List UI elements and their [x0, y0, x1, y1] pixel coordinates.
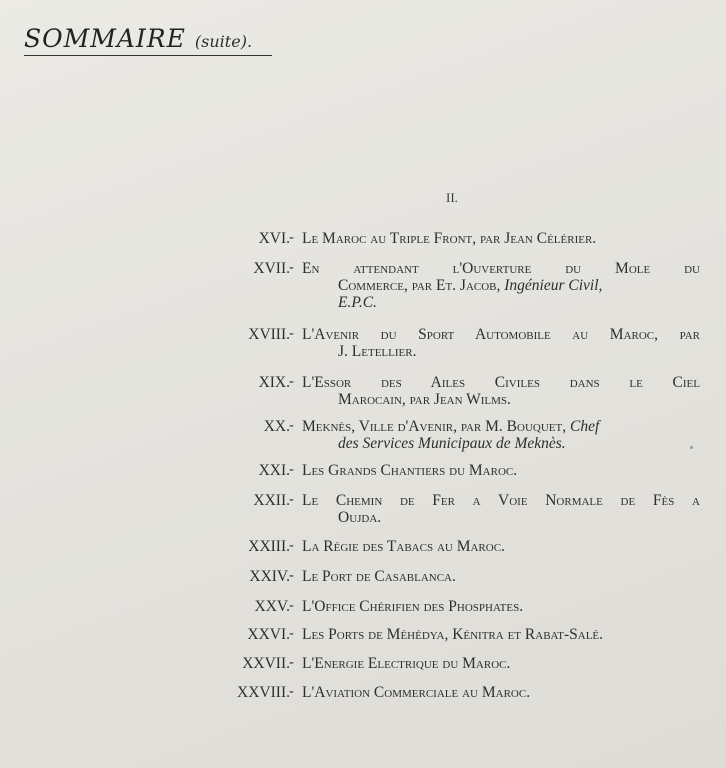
entry-line: Oujda.	[338, 509, 382, 526]
entry-line-text: Commerce, par Et. Jacob,	[338, 277, 505, 294]
entry-title	[302, 462, 700, 479]
paper-speck	[690, 446, 693, 449]
entry-number: XVI.	[258, 230, 290, 247]
page-title-suffix: (suite).	[194, 32, 253, 51]
entry-number: XXIV.	[249, 568, 290, 585]
entry-line: E.P.C.	[338, 294, 377, 311]
entry-dash: -	[289, 598, 294, 614]
entry-number: XVIII.	[248, 326, 290, 343]
page-title: SOMMAIRE	[24, 24, 186, 53]
entry-line: L'Essor des Ailes Civiles dans le Ciel	[302, 374, 700, 391]
entry-number: XXVII.	[242, 655, 290, 672]
entry-number: XXVI.	[247, 626, 290, 643]
entry-line-italic: Ingénieur Civil,	[504, 277, 603, 294]
entry-title	[302, 326, 700, 360]
entry-line-italic: Chef	[569, 418, 600, 435]
entry-line: L'Office Chérifien des Phosphates.	[302, 598, 524, 615]
entry-dash: -	[289, 568, 294, 584]
entry-dash: -	[289, 492, 294, 508]
entry-number: XIX.	[258, 374, 290, 391]
entry-number: XXVIII.	[237, 684, 290, 701]
entry-dash: -	[289, 538, 294, 554]
entry-number: XXII.	[253, 492, 290, 509]
entry-title	[302, 260, 700, 311]
entry-title	[302, 568, 700, 585]
entry-line: des Services Municipaux de Meknès.	[338, 435, 566, 452]
entry-line: En attendant l'Ouverture du Mole du	[302, 260, 700, 277]
entry-title	[302, 418, 700, 452]
entry-line: Les Grands Chantiers du Maroc.	[302, 462, 518, 479]
entry-title	[302, 492, 700, 526]
entry-line: Marocain, par Jean Wilms.	[338, 391, 511, 408]
entry-number: XXV.	[254, 598, 290, 615]
entry-dash: -	[289, 374, 294, 390]
entry-line: J. Letellier.	[338, 343, 417, 360]
section-number: II.	[446, 190, 458, 205]
entry-title	[302, 655, 700, 672]
entry-line: L'Energie Electrique du Maroc.	[302, 655, 511, 672]
entry-title	[302, 374, 700, 408]
entry-line	[302, 277, 700, 294]
entry-line: La Régie des Tabacs au Maroc.	[302, 538, 505, 555]
entry-line	[302, 418, 700, 435]
entry-dash: -	[289, 462, 294, 478]
entry-number: XX.	[263, 418, 290, 435]
entry-number: XXIII.	[248, 538, 290, 555]
entry-line: L'Avenir du Sport Automobile au Maroc, par	[302, 326, 700, 343]
entry-dash: -	[289, 684, 294, 700]
entry-line: Le Port de Casablanca.	[302, 568, 456, 585]
entry-title	[302, 598, 700, 615]
entry-title	[302, 626, 700, 643]
entry-line: Le Maroc au Triple Front, par Jean Célérier.	[302, 230, 597, 247]
entry-dash: -	[289, 626, 294, 642]
entry-number: XVII.	[253, 260, 290, 277]
entry-dash: -	[289, 230, 294, 246]
entry-dash: -	[289, 418, 294, 434]
entry-number: XXI.	[258, 462, 290, 479]
entry-title	[302, 684, 700, 701]
entry-title	[302, 230, 700, 247]
entry-title	[302, 538, 700, 555]
entry-line: Les Ports de Méhédya, Kénitra et Rabat-Salé.	[302, 626, 604, 643]
entry-line: Le Chemin de Fer a Voie Normale de Fès a	[302, 492, 700, 509]
entry-dash: -	[289, 655, 294, 671]
entry-line-text: Meknès, Ville d'Avenir, par M. Bouquet,	[302, 418, 570, 435]
entry-dash: -	[289, 326, 294, 342]
entry-line: L'Aviation Commerciale au Maroc.	[302, 684, 531, 701]
entry-dash: -	[289, 260, 294, 276]
